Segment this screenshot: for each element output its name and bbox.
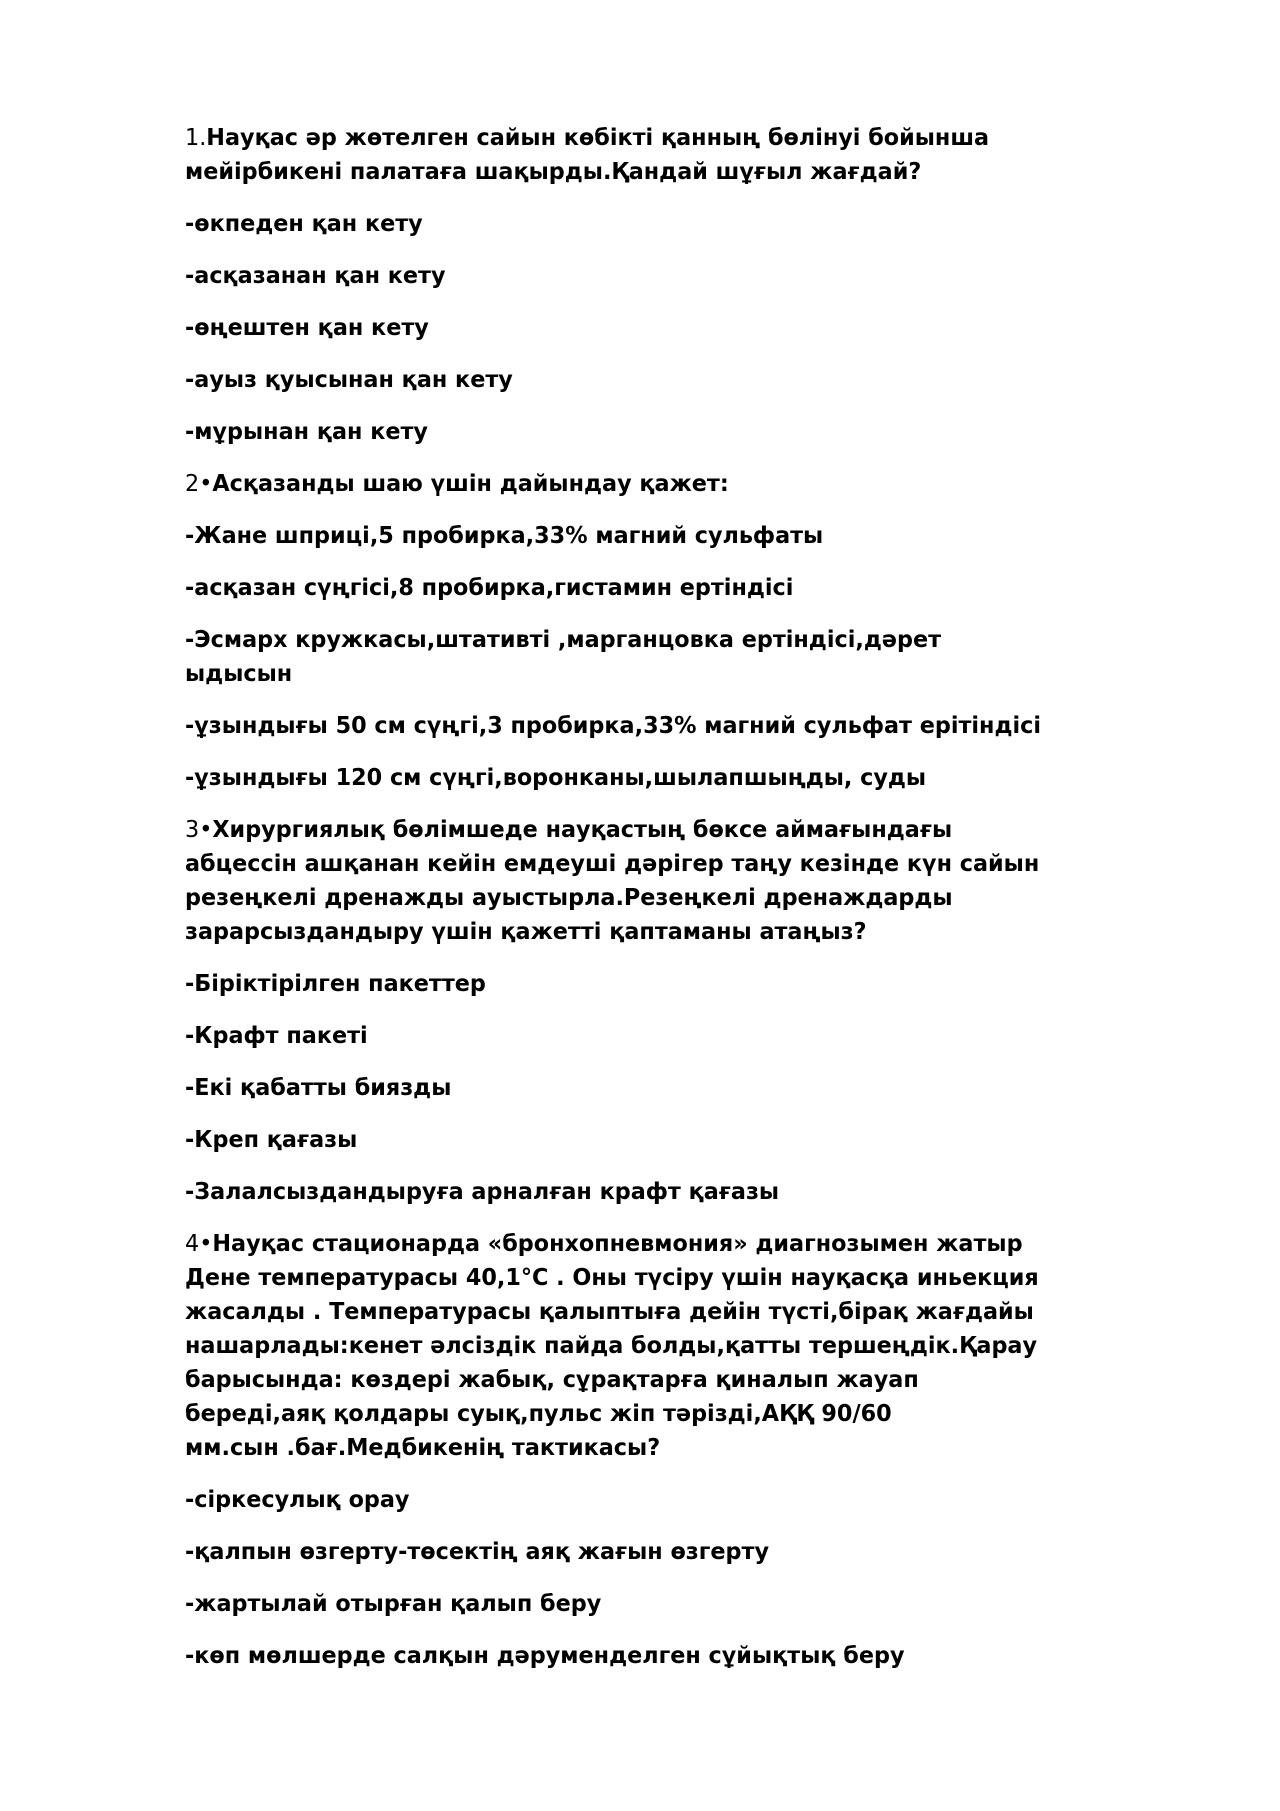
question-line	[185, 467, 1204, 501]
answer-option	[185, 1535, 1235, 1569]
answer-option-text: -Залалсыздандыруға арналған крафт қағазы	[185, 1179, 780, 1205]
question-text: мейірбикені палатаға шақырды.Қандай шұғыл жағдай?	[185, 159, 922, 185]
answer-option	[185, 1175, 1235, 1209]
answer-option-text: -сіркесулық орау	[185, 1487, 410, 1513]
question-1	[185, 121, 1235, 189]
answer-option	[185, 311, 1235, 345]
answer-option	[185, 1071, 1235, 1105]
question-4	[185, 1227, 1235, 1465]
question-line	[185, 1261, 1204, 1295]
question-text: жасалды . Температурасы қалыптыға дейін түсті,бірақ жағдайы	[185, 1299, 1034, 1325]
answer-option	[185, 967, 1235, 1001]
question-line	[185, 915, 1204, 949]
answer-option	[185, 1123, 1235, 1157]
answer-option-text: -Жане шприці,5 пробирка,33% магний сульфаты	[185, 523, 824, 549]
answer-option	[185, 1639, 1235, 1673]
question-text: береді,аяқ қолдары суық,пульс жіп тәрізді,АҚҚ 90/60	[185, 1401, 892, 1427]
answer-option	[185, 207, 1235, 241]
answer-option-text: -ауыз қуысынан қан кету	[185, 367, 513, 393]
answer-option	[185, 709, 1235, 743]
answer-option-text: -көп мөлшерде салқын дәруменделген сұйықтық беру	[185, 1643, 905, 1669]
question-text: мм.сын .бағ.Медбикенің тактикасы?	[185, 1435, 661, 1461]
question-text: Хирургиялық бөлімшеде науқастың бөксе аймағындағы	[212, 817, 953, 843]
question-text: резеңкелі дренажды ауыстырла.Резеңкелі дренаждарды	[185, 885, 953, 911]
answer-option-text: -Креп қағазы	[185, 1127, 358, 1153]
question-line	[185, 1227, 1204, 1261]
answer-option	[185, 623, 1235, 691]
question-text: Науқас стационарда «бронхопневмония» диагнозымен жатыр	[212, 1231, 1023, 1257]
answer-option-text: -ұзындығы 120 см сүңгі,воронканы,шылапшыңды, суды	[185, 765, 927, 791]
question-line	[185, 1295, 1204, 1329]
answer-option-text: -жартылай отырған қалып беру	[185, 1591, 602, 1617]
answer-option-text: -Екі қабатты биязды	[185, 1075, 452, 1101]
answer-option-text: -Эсмарх кружкасы,штативті ,марганцовка ертіндісі,дәрет	[185, 627, 942, 653]
question-line	[185, 847, 1204, 881]
question-text: Асқазанды шаю үшін дайындау қажет:	[212, 471, 729, 497]
answer-option	[185, 1019, 1235, 1053]
question-line	[185, 1397, 1204, 1431]
question-text: нашарлады:кенет әлсіздік пайда болды,қатты тершеңдік.Қарау	[185, 1333, 1038, 1359]
answer-option	[185, 761, 1235, 795]
question-number: 2•	[185, 471, 213, 497]
question-line	[185, 1363, 1204, 1397]
answer-option-text: -өңештен қан кету	[185, 315, 429, 341]
answer-option-text: -Біріктірілген пакеттер	[185, 971, 486, 997]
answer-option	[185, 571, 1235, 605]
question-line	[185, 881, 1204, 915]
question-line	[185, 813, 1204, 847]
question-text: абцессін ашқанан кейін емдеуші дәрігер таңу кезінде күн сайын	[185, 851, 1040, 877]
answer-option-text: -асқазанан қан кету	[185, 263, 446, 289]
answer-option-text: -мұрынан қан кету	[185, 419, 428, 445]
question-text: Дене температурасы 40,1°С . Оны түсіру үшін науқасқа иньекция	[185, 1265, 1039, 1291]
question-number: 1.	[185, 125, 207, 151]
question-line	[185, 1329, 1204, 1363]
question-2	[185, 467, 1235, 501]
answer-option-text: -ұзындығы 50 см сүңгі,3 пробирка,33% магний сульфат ерітіндісі	[185, 713, 1042, 739]
answer-option	[185, 1483, 1235, 1517]
question-line	[185, 1431, 1204, 1465]
answer-option	[185, 519, 1235, 553]
question-line	[185, 155, 1204, 189]
answer-option	[185, 415, 1235, 449]
question-3	[185, 813, 1235, 949]
answer-option	[185, 259, 1235, 293]
answer-option-text: -Крафт пакеті	[185, 1023, 368, 1049]
answer-option	[185, 363, 1235, 397]
answer-option	[185, 1587, 1235, 1621]
question-text: барысында: көздері жабық, сұрақтарға қиналып жауап	[185, 1367, 919, 1393]
question-text: зарарсыздандыру үшін қажетті қаптаманы атаңыз?	[185, 919, 867, 945]
question-text: Науқас әр жөтелген сайын көбікті қанның бөлінуі бойынша	[206, 125, 990, 151]
answer-option-text: -өкпеден қан кету	[185, 211, 423, 237]
document-body	[185, 121, 1235, 1691]
question-line	[185, 121, 1204, 155]
question-number: 4•	[185, 1231, 213, 1257]
answer-option-text: -асқазан сүңгісі,8 пробирка,гистамин ертіндісі	[185, 575, 794, 601]
question-number: 3•	[185, 817, 213, 843]
answer-option-text: -қалпын өзгерту-төсектің аяқ жағын өзгерту	[185, 1539, 770, 1565]
answer-option-text: ыдысын	[185, 661, 293, 687]
